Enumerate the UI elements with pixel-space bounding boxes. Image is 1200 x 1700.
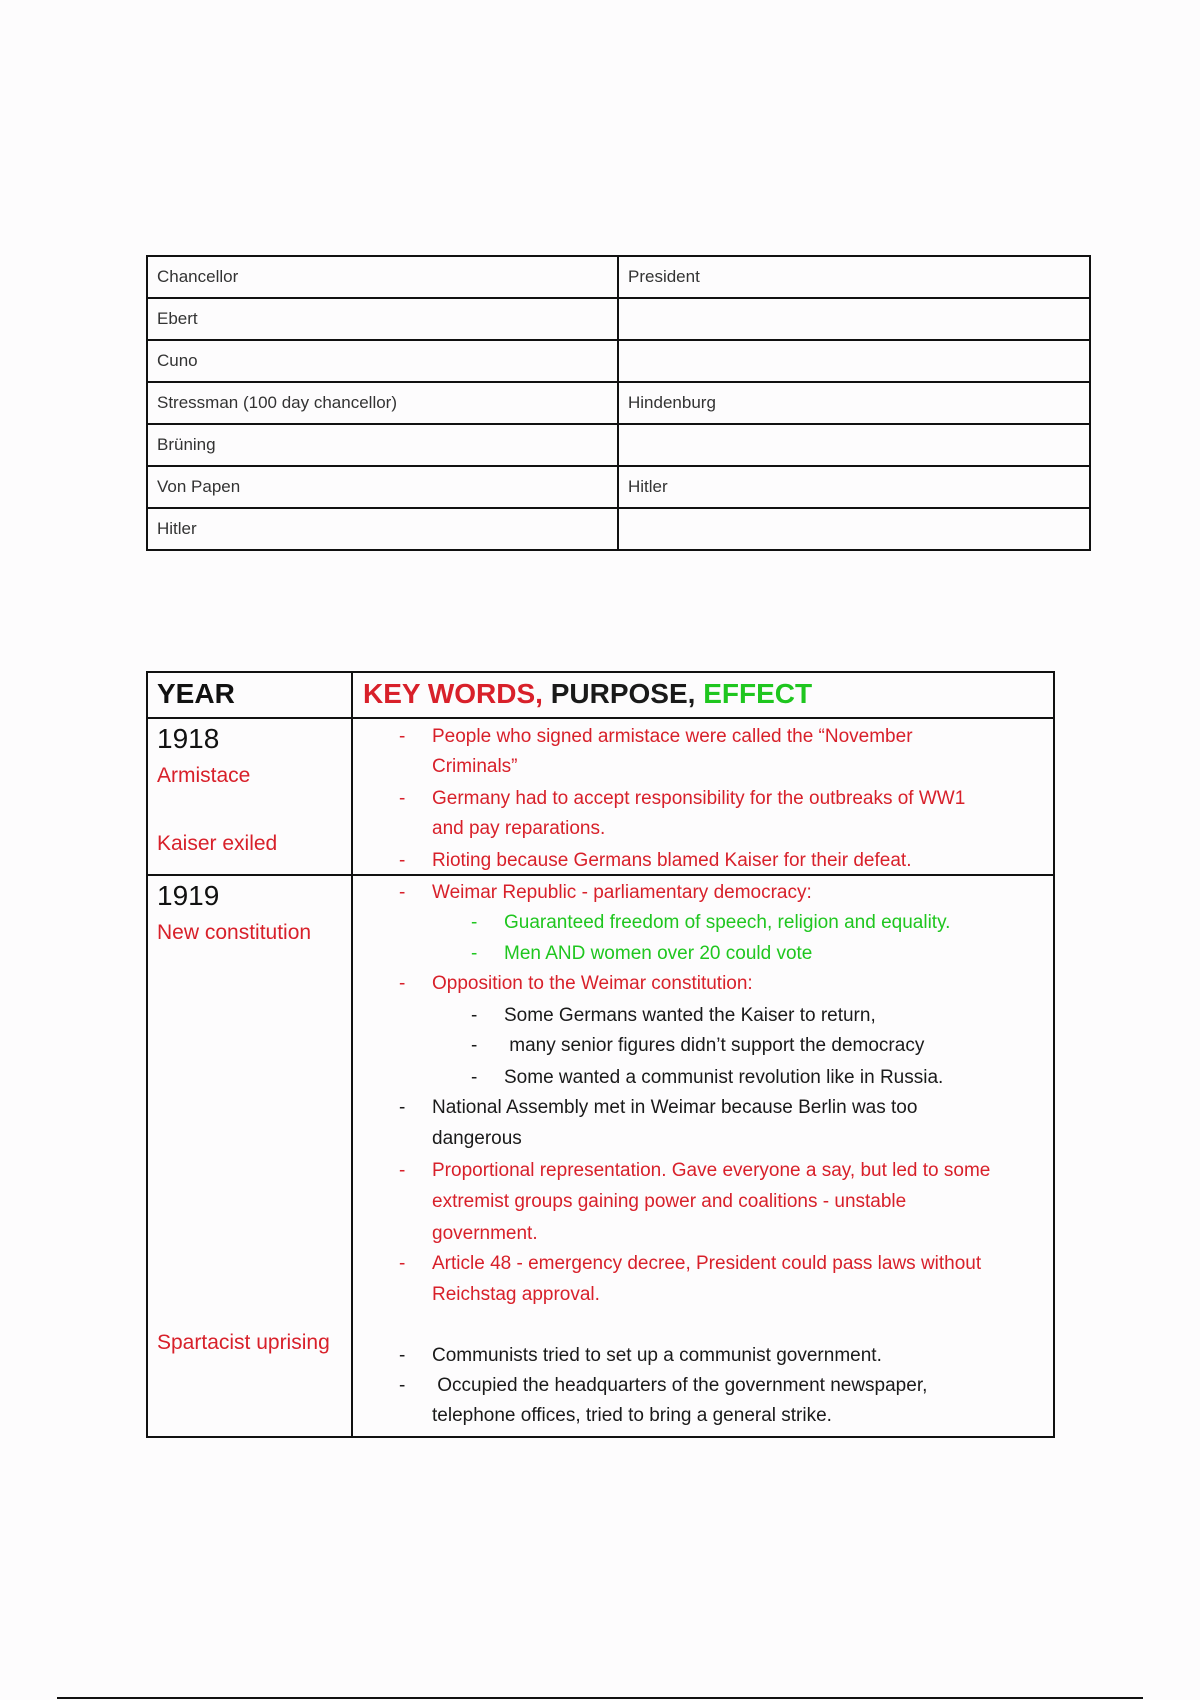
bullet-dash: -: [399, 1097, 406, 1118]
details-cell-1919: [352, 875, 1054, 1437]
table-row: [147, 298, 1090, 340]
table-row: [147, 466, 1090, 508]
key-words-header: [352, 672, 1054, 718]
chancellor-cell: Ebert: [147, 298, 618, 340]
chancellor-cell: Hitler: [147, 508, 618, 550]
detail-line: telephone offices, tried to bring a general strike.: [432, 1405, 832, 1426]
detail-line: dangerous: [432, 1128, 522, 1149]
president-header: President: [618, 256, 1090, 298]
president-cell: [618, 340, 1090, 382]
bullet-dash: -: [471, 1035, 478, 1056]
bullet-dash: -: [471, 1067, 478, 1088]
detail-line: Germany had to accept responsibility for the outbreaks of WW1: [432, 788, 966, 809]
table-row: [147, 340, 1090, 382]
bullet-dash: -: [399, 850, 406, 871]
timeline-header-row: [147, 672, 1054, 718]
event-armistace: Armistace: [157, 764, 251, 787]
year-cell-1919: [147, 875, 352, 1437]
timeline-row-1919: [147, 875, 1054, 1437]
table-row: [147, 508, 1090, 550]
detail-line: Some Germans wanted the Kaiser to return,: [504, 1005, 876, 1026]
table-row: [147, 382, 1090, 424]
bullet-dash: -: [399, 726, 406, 747]
event-kaiser-exiled: Kaiser exiled: [157, 832, 278, 855]
event-spartacist-uprising: Spartacist uprising: [157, 1331, 330, 1354]
detail-line: National Assembly met in Weimar because Berlin was too: [432, 1097, 918, 1118]
chancellor-cell: Von Papen: [147, 466, 618, 508]
detail-line: Weimar Republic - parliamentary democracy:: [432, 882, 812, 903]
president-cell: [618, 424, 1090, 466]
details-cell-1918: [352, 718, 1054, 875]
detail-line: government.: [432, 1223, 538, 1244]
chancellor-cell: Stressman (100 day chancellor): [147, 382, 618, 424]
bullet-dash: -: [399, 1253, 406, 1274]
president-cell: Hindenburg: [618, 382, 1090, 424]
page-bottom-divider: [57, 1697, 1143, 1699]
detail-line: Proportional representation. Gave everyone a say, but led to some: [432, 1160, 991, 1181]
detail-line: Occupied the headquarters of the government newspaper,: [432, 1375, 928, 1396]
year-label: 1919: [157, 880, 220, 911]
bullet-dash: -: [399, 882, 406, 903]
chancellor-cell: Cuno: [147, 340, 618, 382]
detail-line: People who signed armistace were called the “November: [432, 726, 913, 747]
bullet-dash: -: [399, 973, 406, 994]
chancellor-cell: Brüning: [147, 424, 618, 466]
detail-line: Criminals”: [432, 756, 518, 777]
detail-line: Men AND women over 20 could vote: [504, 943, 813, 964]
bullet-dash: -: [471, 912, 478, 933]
effect-label: EFFECT: [695, 678, 813, 709]
president-cell: Hitler: [618, 466, 1090, 508]
detail-line: Rioting because Germans blamed Kaiser for their defeat.: [432, 850, 912, 871]
chancellor-header: Chancellor: [147, 256, 618, 298]
timeline-row-1918: [147, 718, 1054, 875]
year-label: 1918: [157, 723, 220, 754]
timeline-table: [146, 671, 1055, 1438]
table-header-row: [147, 256, 1090, 298]
bullet-dash: -: [471, 943, 478, 964]
bullet-dash: -: [399, 1160, 406, 1181]
president-cell: [618, 298, 1090, 340]
purpose-label: PURPOSE,: [542, 678, 696, 709]
president-cell: [618, 508, 1090, 550]
detail-line: Guaranteed freedom of speech, religion and equality.: [504, 912, 951, 933]
detail-line: Article 48 - emergency decree, President could pass laws without: [432, 1253, 982, 1274]
event-new-constitution: New constitution: [157, 921, 312, 944]
bullet-dash: -: [399, 1345, 406, 1366]
leaders-table: [146, 255, 1091, 551]
detail-line: and pay reparations.: [432, 818, 606, 839]
detail-line: Communists tried to set up a communist government.: [432, 1345, 882, 1366]
bullet-dash: -: [399, 788, 406, 809]
detail-line: Reichstag approval.: [432, 1284, 600, 1305]
detail-line: Opposition to the Weimar constitution:: [432, 973, 753, 994]
year-cell-1918: [147, 718, 352, 875]
detail-line: Some wanted a communist revolution like in Russia.: [504, 1067, 944, 1088]
detail-line: extremist groups gaining power and coalitions - unstable: [432, 1191, 907, 1212]
key-words-label: KEY WORDS,: [363, 678, 543, 709]
detail-line: many senior figures didn’t support the democracy: [504, 1035, 925, 1056]
bullet-dash: -: [471, 1005, 478, 1026]
bullet-dash: -: [399, 1375, 406, 1396]
table-row: [147, 424, 1090, 466]
year-header: YEAR: [147, 672, 352, 718]
